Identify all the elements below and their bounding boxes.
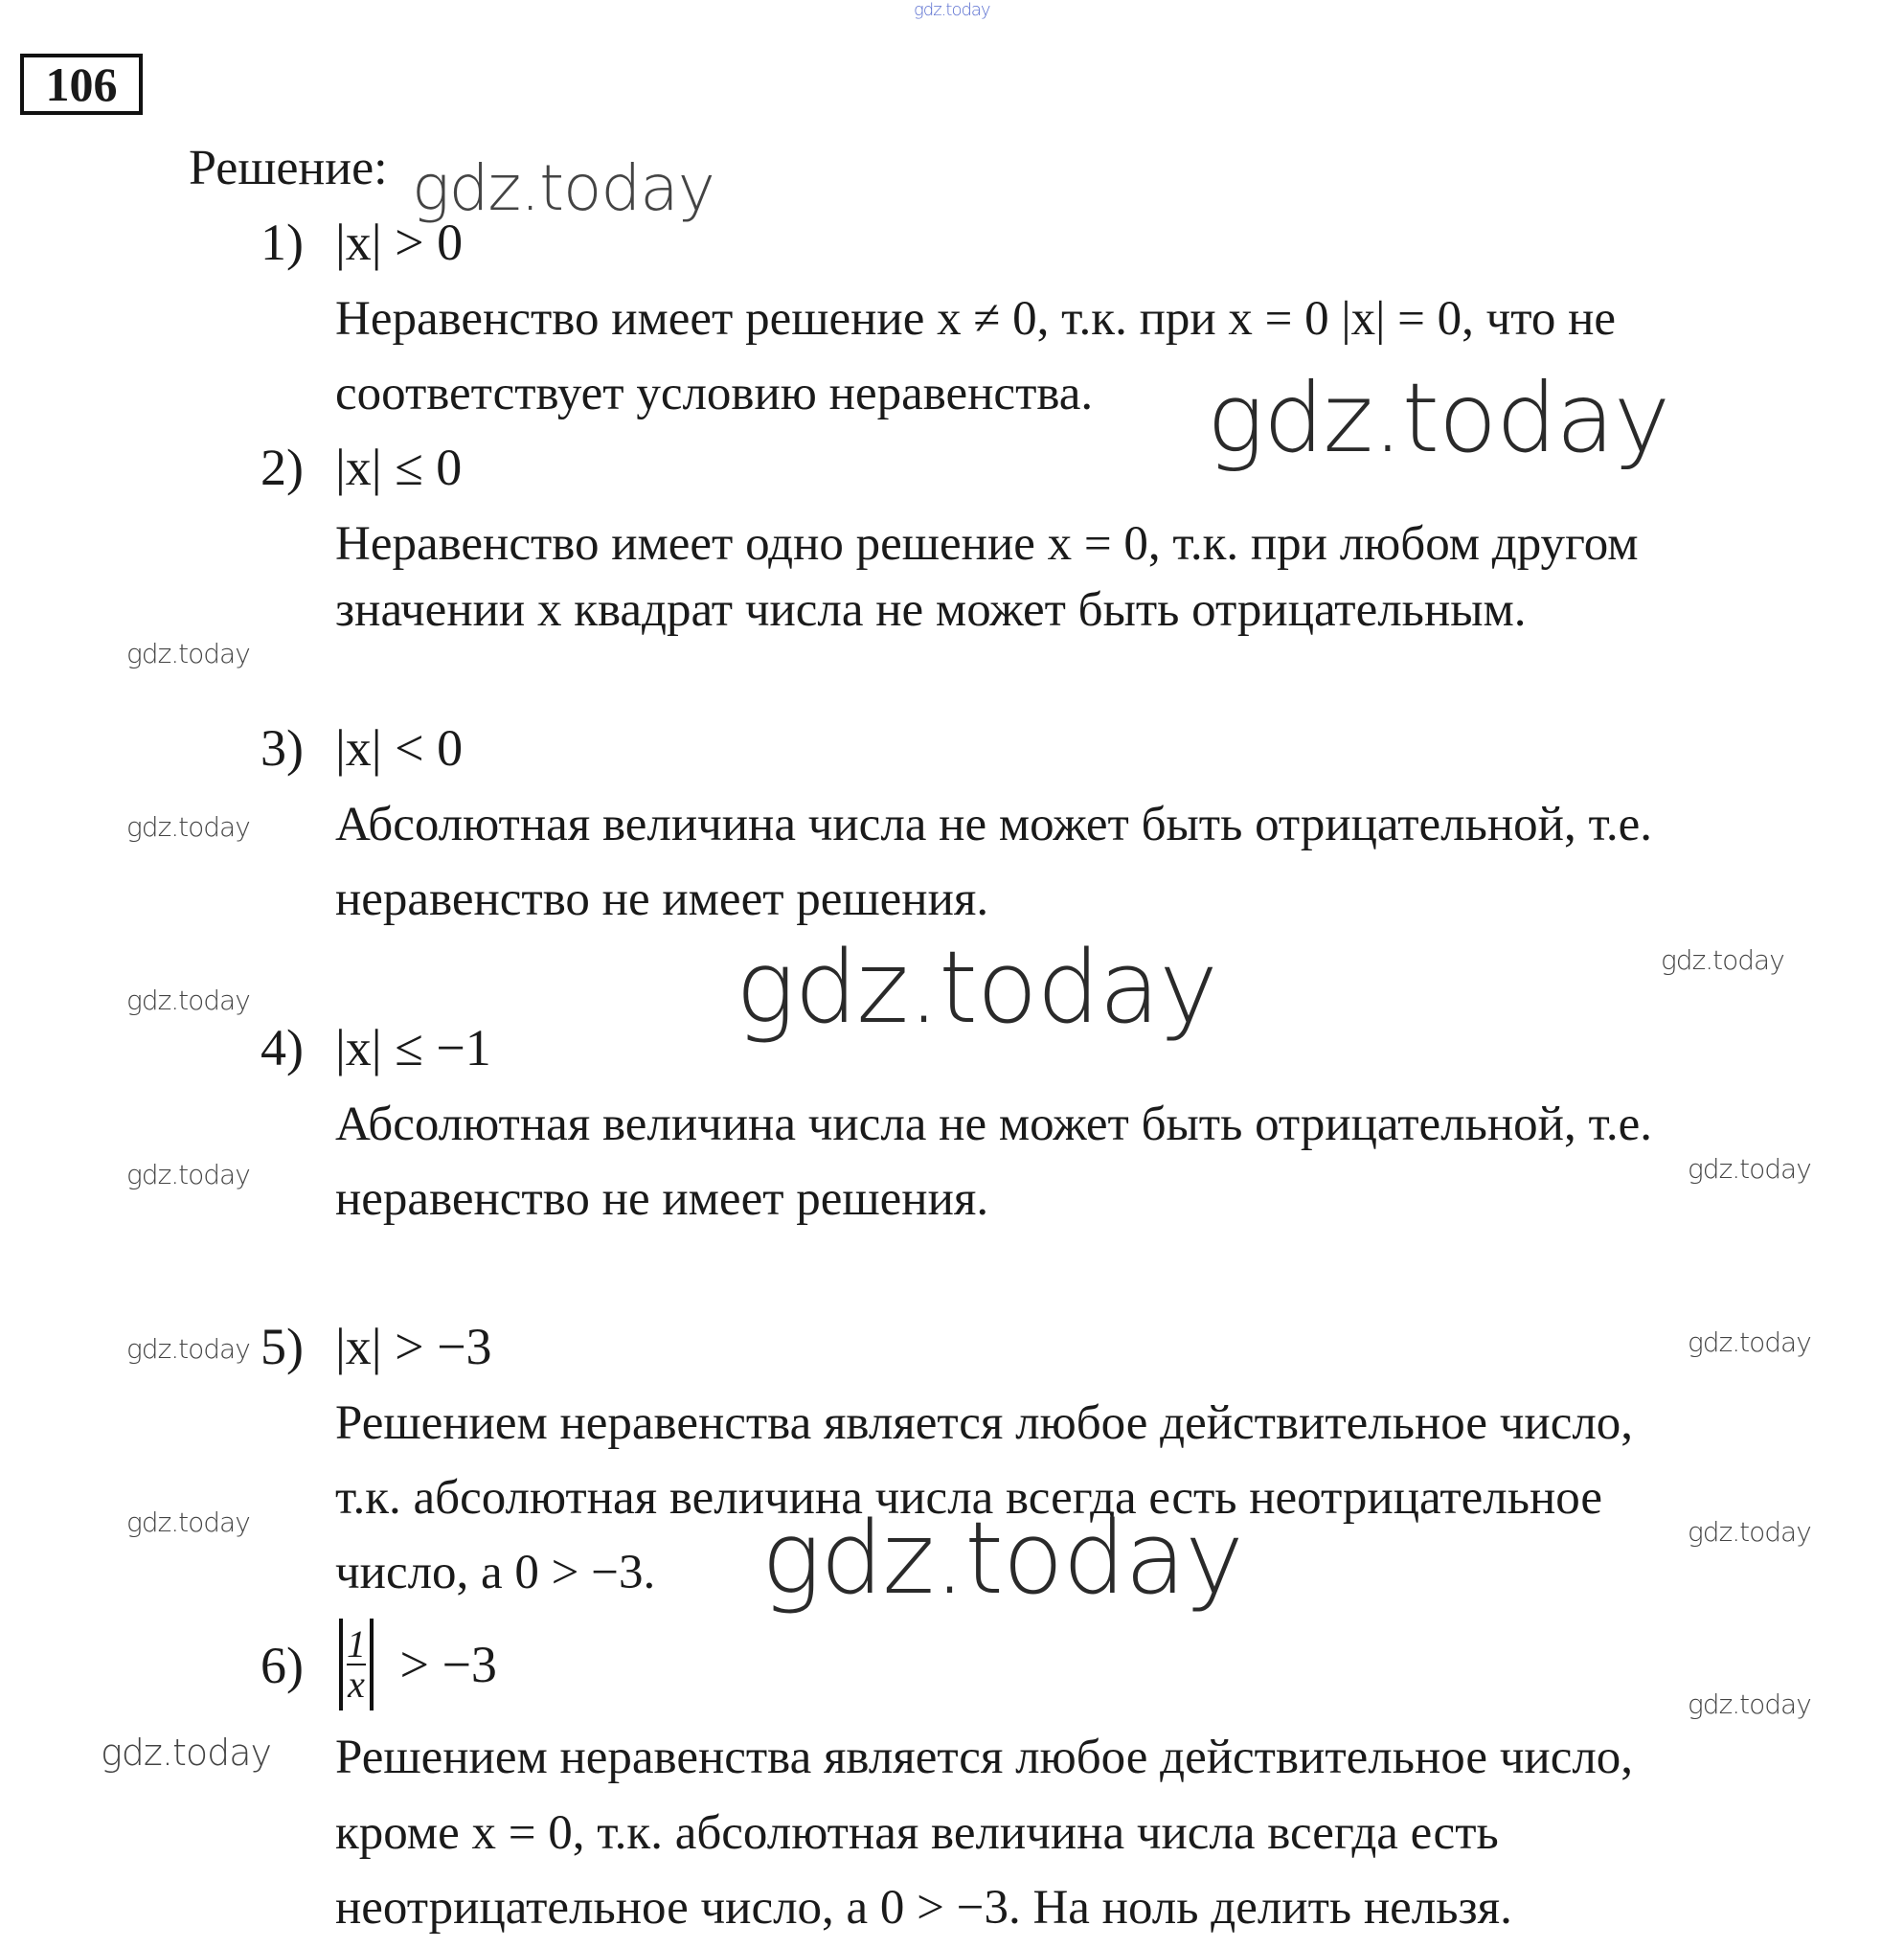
item-text-line: Неравенство имеет одно решение x = 0, т.к. при любом другом [335, 517, 1639, 571]
item-text-line: число, а 0 > −3. [335, 1546, 656, 1599]
watermark: gdz.today [914, 0, 990, 20]
watermark: gdz.today [1688, 1153, 1811, 1185]
item-number: 1) [261, 214, 304, 271]
formula-rest: > −3 [399, 1636, 497, 1693]
watermark: gdz.today [761, 1500, 1243, 1617]
abs-bar [370, 1619, 374, 1710]
item-formula [335, 1619, 497, 1710]
item-text-line: неравенство не имеет решения. [335, 1172, 989, 1226]
item-formula: |x| < 0 [335, 719, 464, 777]
fraction-denominator: x [348, 1663, 365, 1706]
watermark: gdz.today [1688, 1326, 1811, 1358]
watermark: gdz.today [126, 638, 250, 669]
item-text-line: Неравенство имеет решение x ≠ 0, т.к. при x = 0 |x| = 0, что не [335, 292, 1617, 346]
watermark: gdz.today [101, 1732, 271, 1774]
item-formula: |x| ≤ 0 [335, 439, 463, 496]
item-formula: |x| ≤ −1 [335, 1019, 491, 1076]
item-text-line: неравенство не имеет решения. [335, 872, 989, 926]
watermark: gdz.today [1688, 1516, 1811, 1548]
problem-number: 106 [20, 54, 143, 115]
item-text-line: Абсолютная величина числа не может быть отрицательной, т.е. [335, 1098, 1653, 1151]
fraction [347, 1622, 366, 1706]
fraction-numerator: 1 [347, 1622, 366, 1665]
item-number: 3) [261, 719, 304, 777]
item-number: 4) [261, 1019, 304, 1076]
item-text-line: т.к. абсолютная величина числа всегда есть неотрицательное [335, 1471, 1603, 1525]
item-text-line: значении x квадрат числа не может быть отрицательным. [335, 583, 1527, 637]
abs-bar [339, 1619, 343, 1710]
item-text-line: Абсолютная величина числа не может быть отрицательной, т.е. [335, 798, 1653, 851]
item-number: 6) [261, 1637, 304, 1694]
item-text-line: Решением неравенства является любое действительное число, [335, 1731, 1634, 1784]
item-formula: |x| > −3 [335, 1318, 492, 1375]
item-text-line: Решением неравенства является любое действительное число, [335, 1396, 1634, 1450]
watermark: gdz.today [126, 985, 250, 1016]
watermark: gdz.today [126, 811, 250, 843]
watermark: gdz.today [412, 151, 714, 225]
item-number: 2) [261, 439, 304, 496]
solution-heading: Решение: [189, 141, 388, 195]
item-text-line: кроме x = 0, т.к. абсолютная величина числа всегда есть [335, 1806, 1499, 1860]
watermark: gdz.today [736, 929, 1217, 1046]
item-formula: |x| > 0 [335, 214, 464, 271]
watermark: gdz.today [1207, 362, 1670, 474]
watermark: gdz.today [1688, 1688, 1811, 1720]
item-number: 5) [261, 1318, 304, 1375]
watermark: gdz.today [126, 1333, 250, 1365]
watermark: gdz.today [1661, 944, 1784, 976]
item-text-line: неотрицательное число, а 0 > −3. На ноль делить нельзя. [335, 1881, 1512, 1935]
item-text-line: соответствует условию неравенства. [335, 367, 1094, 420]
watermark: gdz.today [126, 1506, 250, 1538]
watermark: gdz.today [126, 1159, 250, 1190]
